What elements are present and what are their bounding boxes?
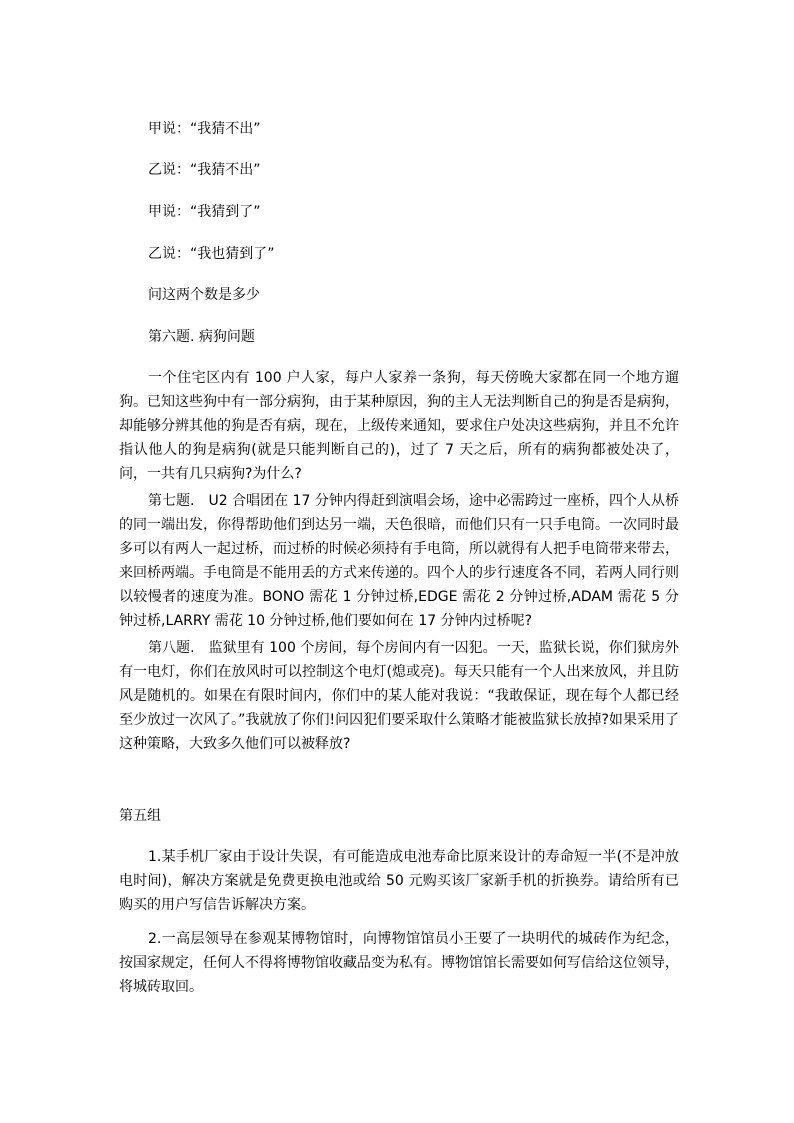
dialogue-jia-2: 甲说：“我猜到了”	[148, 204, 261, 220]
question-line: 问这两个数是多少	[148, 287, 260, 303]
group5-title: 第五组	[119, 808, 161, 824]
q6-title: 第六题. 病狗问题	[148, 329, 255, 345]
dialogue-yi-2: 乙说：“我也猜到了”	[148, 246, 275, 262]
q7-body: 第七题. U2 合唱团在 17 分钟内得赶到演唱会场，途中必需跨过一座桥，四个人从桥的同一端出发，你得帮助他们到达另一端，天色很暗，而他们只有一只手电筒。一次同时最多可以有两人一起过桥，而过桥的时候必须持有手电筒，所以就得有人把手电筒带来带去，来回桥两端。手电筒是不能用丢的方式来传递的。四个人的步行速度各不同，若两人同行则以较慢者的速度为准。BONO 需花 1 分钟过桥,EDGE 需花 2 分钟过桥,ADAM 需花 5 分钟过桥,LARRY 需花 10 分钟过桥,他们要如何在 17 分钟内过桥呢?	[119, 493, 679, 629]
group5-question-2: 2.一高层领导在参观某博物馆时，向博物馆馆员小王要了一块明代的城砖作为纪念，按国家规定，任何人不得将博物馆收藏品变为私有。博物馆馆长需要如何写信给这位领导，将城砖取回。	[119, 931, 679, 995]
q6-body: 一个住宅区内有 100 户人家，每户人家养一条狗，每天傍晚大家都在同一个地方遛狗。已知这些狗中有一部分病狗，由于某种原因，狗的主人无法判断自己的狗是否是病狗，却能够分辨其他的狗是否有病，现在，上级传来通知，要求住户处决这些病狗，并且不允许指认他人的狗是病狗(就是只能判断自己的)，过了 7 天之后，所有的病狗都被处决了，问，一共有几只病狗?为什么?	[119, 370, 679, 482]
q8-body: 第八题. 监狱里有 100 个房间，每个房间内有一囚犯。一天，监狱长说，你们狱房外有一电灯，你们在放风时可以控制这个电灯(熄或亮)。每天只能有一个人出来放风，并且防风是随机的。如果在有限时间内，你们中的某人能对我说：“我敢保证，现在每个人都已经至少放过一次风了。”我就放了你们!问囚犯们要采取什么策略才能被监狱长放掉?如果采用了这种策略，大致多久他们可以被释放?	[119, 640, 679, 752]
dialogue-jia-1: 甲说：“我猜不出”	[148, 121, 261, 137]
dialogue-yi-1: 乙说：“我猜不出”	[148, 162, 261, 178]
group5-question-1: 1.某手机厂家由于设计失误，有可能造成电池寿命比原来设计的寿命短一半(不是冲放电时间)，解决方案就是免费更换电池或给 50 元购买该厂家新手机的折换券。请给所有已购买的用户写信告诉解决方案。	[119, 849, 679, 913]
